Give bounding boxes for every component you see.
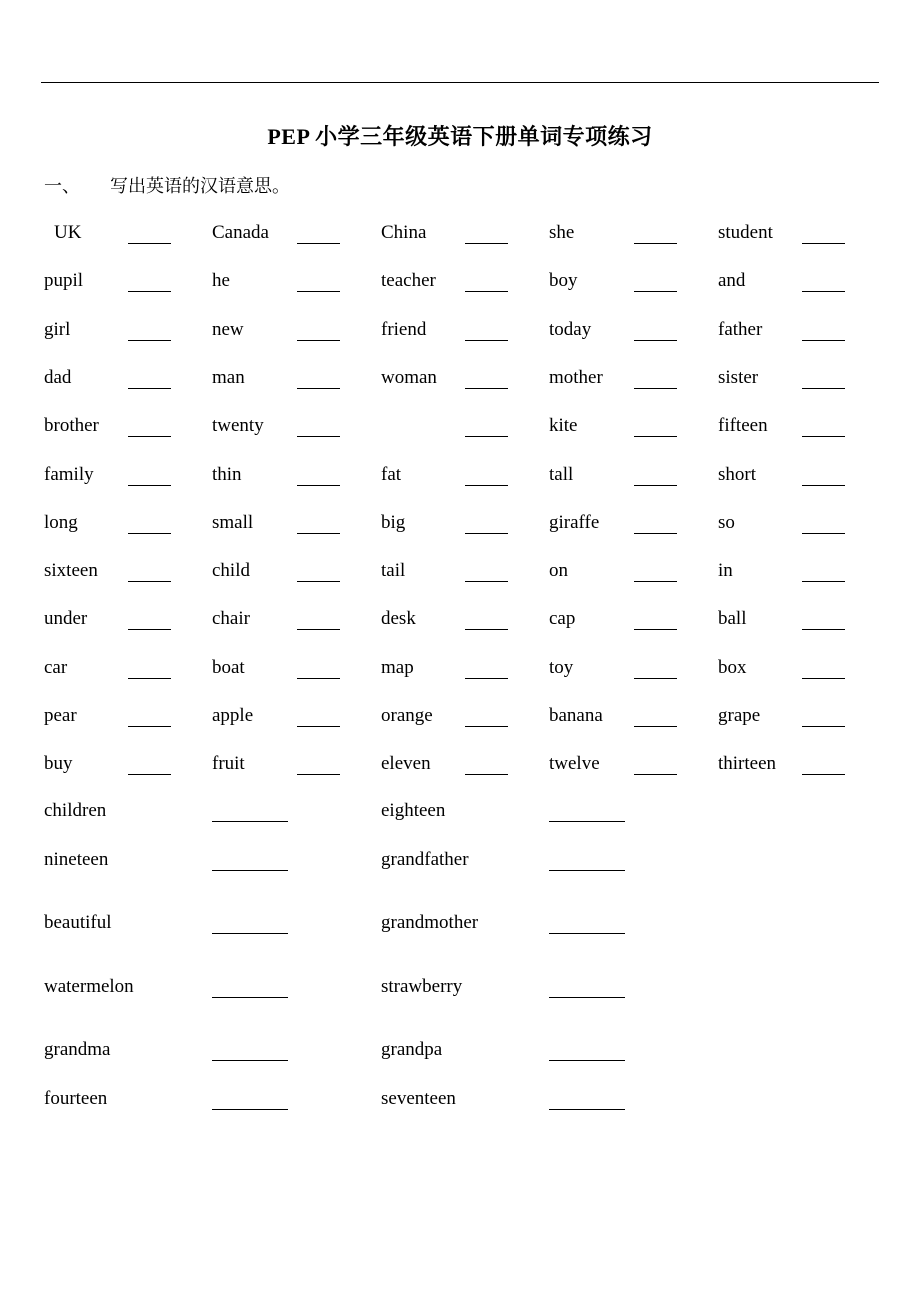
vocab-word: child [212,560,250,581]
section-heading [44,172,290,198]
answer-blank[interactable] [297,243,340,244]
answer-blank[interactable] [802,533,845,534]
vocab-word: orange [381,705,433,726]
vocab-word: desk [381,608,416,629]
vocab-word: apple [212,705,254,726]
vocab-word: he [212,270,230,291]
answer-blank[interactable] [297,436,340,437]
answer-blank[interactable] [212,821,288,822]
answer-blank[interactable] [212,870,288,871]
answer-blank[interactable] [297,774,340,775]
answer-blank[interactable] [634,726,677,727]
vocab-word: tail [381,560,406,581]
vocab-word: toy [549,657,574,678]
section-number: 一、 [44,176,80,196]
page-title: PEP 小学三年级英语下册单词专项练习 [267,124,653,149]
answer-blank[interactable] [128,388,171,389]
answer-blank[interactable] [634,291,677,292]
vocab-word: grandfather [381,849,469,870]
answer-blank[interactable] [802,485,845,486]
answer-blank[interactable] [297,388,340,389]
answer-blank[interactable] [465,340,508,341]
answer-blank[interactable] [128,291,171,292]
answer-blank[interactable] [802,436,845,437]
vocab-word: long [44,512,78,533]
vocab-word: grandma [44,1039,111,1060]
answer-blank[interactable] [128,436,171,437]
top-rule [41,82,879,83]
vocab-word: beautiful [44,912,112,933]
vocab-word: fruit [212,753,245,774]
answer-blank[interactable] [465,485,508,486]
answer-blank[interactable] [297,340,340,341]
answer-blank[interactable] [212,1109,288,1110]
vocab-word: UK [54,222,82,243]
answer-blank[interactable] [634,581,677,582]
vocab-word: cap [549,608,576,629]
answer-blank[interactable] [634,533,677,534]
vocab-word: map [381,657,414,678]
answer-blank[interactable] [465,533,508,534]
answer-blank[interactable] [634,436,677,437]
vocab-word: short [718,464,756,485]
answer-blank[interactable] [802,340,845,341]
vocab-word: sixteen [44,560,98,581]
vocab-word: children [44,800,107,821]
answer-blank[interactable] [297,726,340,727]
answer-blank[interactable] [128,533,171,534]
vocab-word: in [718,560,733,581]
answer-blank[interactable] [802,678,845,679]
answer-blank[interactable] [465,243,508,244]
answer-blank[interactable] [802,291,845,292]
vocab-word: fourteen [44,1088,108,1109]
answer-blank[interactable] [802,243,845,244]
vocab-word: pear [44,705,77,726]
vocab-word: and [718,270,746,291]
answer-blank[interactable] [802,629,845,630]
answer-blank[interactable] [634,678,677,679]
vocab-word: man [212,367,245,388]
answer-blank[interactable] [802,581,845,582]
answer-blank[interactable] [634,774,677,775]
answer-blank[interactable] [549,933,625,934]
vocab-word: box [718,657,747,678]
vocab-word: father [718,319,763,340]
vocab-word: thin [212,464,242,485]
answer-blank[interactable] [634,485,677,486]
vocab-word: pupil [44,270,84,291]
vocab-word: so [718,512,735,533]
vocab-word: eighteen [381,800,446,821]
answer-blank[interactable] [128,726,171,727]
vocab-word: buy [44,753,73,774]
vocab-word: she [549,222,575,243]
answer-blank[interactable] [128,581,171,582]
vocab-word: thirteen [718,753,777,774]
answer-blank[interactable] [549,821,625,822]
vocab-word: brother [44,415,99,436]
vocab-word: watermelon [44,976,134,997]
vocab-word: today [549,319,592,340]
vocab-word: car [44,657,68,678]
vocab-word: China [381,222,427,243]
answer-blank[interactable] [549,870,625,871]
answer-blank[interactable] [128,243,171,244]
answer-blank[interactable] [549,1109,625,1110]
vocab-word: teacher [381,270,436,291]
vocab-word: grandpa [381,1039,443,1060]
answer-blank[interactable] [802,388,845,389]
vocab-word: fifteen [718,415,768,436]
answer-blank[interactable] [802,774,845,775]
vocab-word: student [718,222,773,243]
answer-blank[interactable] [128,629,171,630]
vocab-word: twelve [549,753,600,774]
vocab-word: dad [44,367,72,388]
vocab-word: small [212,512,254,533]
answer-blank[interactable] [212,997,288,998]
vocab-word: woman [381,367,437,388]
vocab-word: grandmother [381,912,479,933]
answer-blank[interactable] [297,629,340,630]
vocab-word: twenty [212,415,264,436]
answer-blank[interactable] [465,726,508,727]
vocab-word: friend [381,319,427,340]
answer-blank[interactable] [465,388,508,389]
answer-blank[interactable] [128,340,171,341]
vocab-word: mother [549,367,603,388]
vocab-word: tall [549,464,574,485]
vocab-word: boy [549,270,578,291]
vocab-word: boat [212,657,245,678]
vocab-word: Canada [212,222,269,243]
vocab-word: sister [718,367,759,388]
answer-blank[interactable] [212,1060,288,1061]
answer-blank[interactable] [465,678,508,679]
vocab-word: eleven [381,753,431,774]
vocab-word: chair [212,608,250,629]
vocab-word: grape [718,705,761,726]
vocab-word: nineteen [44,849,109,870]
answer-blank[interactable] [549,997,625,998]
answer-blank[interactable] [549,1060,625,1061]
answer-blank[interactable] [465,291,508,292]
answer-blank[interactable] [465,436,508,437]
answer-blank[interactable] [297,485,340,486]
answer-blank[interactable] [634,243,677,244]
answer-blank[interactable] [297,291,340,292]
answer-blank[interactable] [802,726,845,727]
vocab-word: big [381,512,406,533]
vocab-word: on [549,560,568,581]
answer-blank[interactable] [465,629,508,630]
section-instruction: 写出英语的汉语意思。 [110,176,290,196]
answer-blank[interactable] [128,774,171,775]
answer-blank[interactable] [634,340,677,341]
answer-blank[interactable] [128,678,171,679]
vocab-word: strawberry [381,976,463,997]
answer-blank[interactable] [297,581,340,582]
answer-blank[interactable] [465,581,508,582]
vocab-word: new [212,319,244,340]
vocab-word: giraffe [549,512,600,533]
answer-blank[interactable] [297,533,340,534]
answer-blank[interactable] [212,933,288,934]
vocab-word: fat [381,464,402,485]
answer-blank[interactable] [465,774,508,775]
vocab-word: ball [718,608,747,629]
vocab-word: banana [549,705,603,726]
vocab-word: girl [44,319,71,340]
answer-blank[interactable] [634,388,677,389]
vocab-word: seventeen [381,1088,456,1109]
answer-blank[interactable] [297,678,340,679]
answer-blank[interactable] [128,485,171,486]
answer-blank[interactable] [634,629,677,630]
vocab-word: under [44,608,88,629]
vocab-word: family [44,464,94,485]
vocab-word: kite [549,415,578,436]
